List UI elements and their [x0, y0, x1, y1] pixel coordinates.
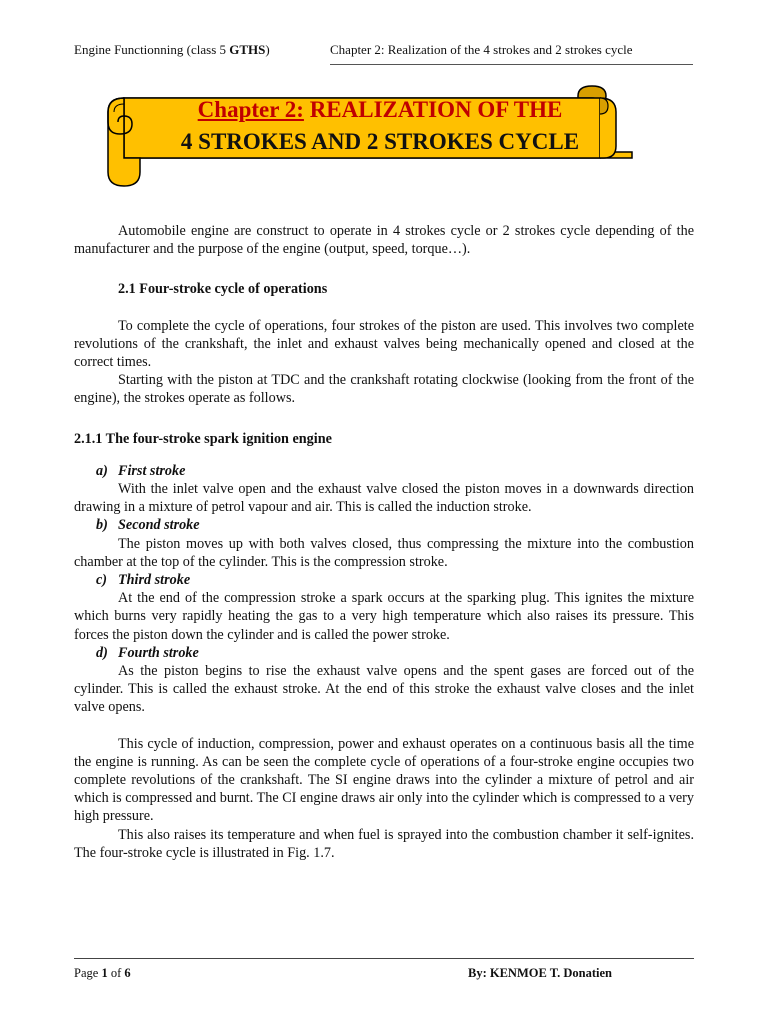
page-number	[74, 966, 131, 981]
header-left-bold: GTHS	[229, 42, 266, 57]
stroke-d-title	[74, 644, 694, 662]
chapter-label: Chapter 2:	[197, 97, 304, 122]
page-current: 1	[101, 966, 108, 980]
document-body	[74, 222, 694, 862]
stroke-b-title	[74, 516, 694, 534]
stroke-d-name: Fourth stroke	[118, 644, 199, 661]
section-2-1-para1: To complete the cycle of operations, four strokes of the piston are used. This involves two complete revolutions of the crankshaft, the inlet and exhaust valves being mechanically opened and closed at the correct times.	[74, 317, 694, 371]
stroke-c-text: At the end of the compression stroke a spark occurs at the sparking plug. This ignites the mixture which burns very rapidly heating the gas to a very high temperature which also raises its pressure. This forces the piston down the cylinder and is called the power stroke.	[74, 590, 694, 643]
stroke-a-text: With the inlet valve open and the exhaust valve closed the piston moves in a downwards direction drawing in a mixture of petrol vapour and air. This is called the induction stroke.	[74, 481, 694, 516]
stroke-c-title	[74, 571, 694, 589]
page-word: Page	[74, 966, 102, 980]
footer-rule	[74, 958, 694, 959]
closing-paragraph-2: This also raises its temperature and when fuel is sprayed into the combustion chamber it self-ignites. The four-stroke cycle is illustrated in Fig. 1.7.	[74, 826, 694, 861]
intro-paragraph: Automobile engine are construct to operate in 4 strokes cycle or 2 strokes cycle depending of the manufacturer and the purpose of the engine (output, speed, torque…).	[74, 223, 694, 258]
stroke-a-name: First stroke	[118, 462, 186, 479]
chapter-title-line2: 4 STROKES AND 2 STROKES CYCLE	[180, 129, 580, 154]
author-credit: By: KENMOE T. Donatien	[468, 966, 612, 980]
stroke-b-label: b)	[96, 517, 108, 534]
stroke-d-text: As the piston begins to rise the exhaust valve opens and the spent gases are forced out of the cylinder. This is called the exhaust stroke. At the end of this stroke the exhaust valve closes and the inlet valve opens.	[74, 663, 694, 716]
running-header-right: Chapter 2: Realization of the 4 strokes and 2 strokes cycle	[330, 42, 633, 57]
header-left-text: Engine Functionning (class 5	[74, 42, 230, 57]
stroke-c-label: c)	[96, 572, 108, 589]
stroke-a-label: a)	[96, 462, 108, 479]
chapter-title-part1: REALIZATION OF THE	[303, 97, 563, 122]
stroke-b-name: Second stroke	[118, 517, 200, 534]
page-total: 6	[124, 966, 131, 980]
header-left-suffix: )	[265, 42, 270, 57]
chapter-title	[150, 94, 610, 158]
running-header-left	[74, 42, 270, 58]
of-word: of	[107, 966, 125, 980]
closing-paragraph-1: This cycle of induction, compression, power and exhaust operates on a continuous basis all the time the engine is running. As can be seen the complete cycle of operations of a four-stroke engine occupies two complete revolutions of the crankshaft. The SI engine draws into the cylinder a mixture of petrol and air which is compressed and burnt. The CI engine draws air only into the cylinder which is compressed to a very high pressure.	[74, 735, 694, 825]
stroke-d-label: d)	[96, 644, 108, 661]
stroke-b-text: The piston moves up with both valves closed, thus compressing the mixture into the combustion chamber at the top of the cylinder. This is the compression stroke.	[74, 535, 694, 570]
chapter-title-line1	[150, 94, 610, 126]
stroke-c-name: Third stroke	[118, 572, 191, 589]
section-2-1-para2: Starting with the piston at TDC and the crankshaft rotating clockwise (looking from the front of the engine), the strokes operate as follows.	[74, 372, 694, 407]
section-2-1-1-heading: 2.1.1 The four-stroke spark ignition engine	[74, 430, 332, 447]
stroke-a-title	[74, 462, 694, 480]
header-rule	[330, 64, 693, 65]
section-2-1-heading: 2.1 Four-stroke cycle of operations	[118, 281, 328, 298]
